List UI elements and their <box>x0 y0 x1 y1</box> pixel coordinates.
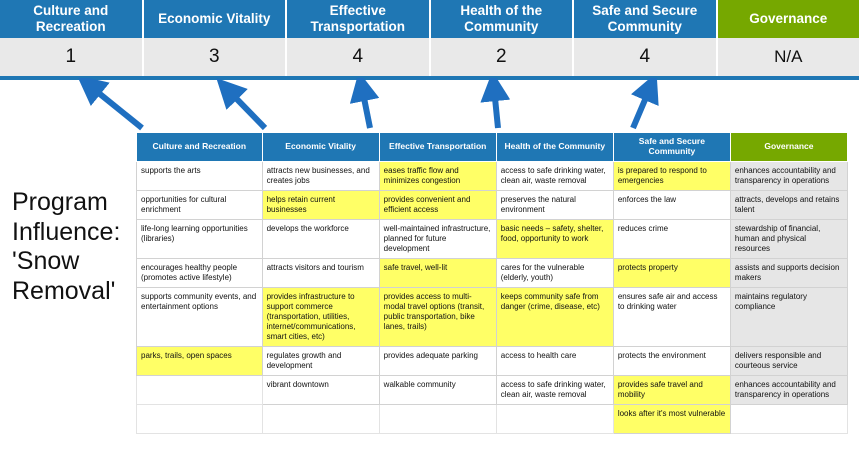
arrow-to-safe-and-secure-community <box>633 88 650 128</box>
arrow-to-effective-transportation <box>362 88 370 128</box>
matrix-cell: attracts visitors and tourism <box>262 258 379 287</box>
matrix-col-health-of-the-community: Health of the Community <box>496 133 613 162</box>
matrix-cell <box>262 404 379 433</box>
header-column-label: Health of the Community <box>460 3 543 34</box>
matrix-cell: enhances accountability and transparency in operations <box>730 161 847 190</box>
matrix-cell: enforces the law <box>613 190 730 219</box>
matrix-cell: maintains regulatory compliance <box>730 287 847 346</box>
table-row <box>137 161 848 190</box>
matrix-cell <box>137 404 263 433</box>
matrix-cell: delivers responsible and courteous service <box>730 346 847 375</box>
matrix-cell: provides convenient and efficient access <box>379 190 496 219</box>
header-column-label: Governance <box>749 11 828 27</box>
matrix-cell: safe travel, well-lit <box>379 258 496 287</box>
arrow-to-culture-and-recreation <box>90 86 142 128</box>
score-band <box>0 38 859 76</box>
matrix-cell: provides safe travel and mobility <box>613 375 730 404</box>
matrix-cell: protects property <box>613 258 730 287</box>
header-column-label: Safe and Secure Community <box>592 3 698 34</box>
matrix-col-economic-vitality: Economic Vitality <box>262 133 379 162</box>
matrix-cell: walkable community <box>379 375 496 404</box>
header-column-health-of-the-community <box>431 0 575 38</box>
matrix-cell: provides adequate parking <box>379 346 496 375</box>
header-column-safe-and-secure-community <box>574 0 718 38</box>
matrix-cell: vibrant downtown <box>262 375 379 404</box>
matrix-cell: well-maintained infrastructure, planned for future development <box>379 219 496 258</box>
header-column-label: Effective Transportation <box>310 3 405 34</box>
table-row <box>137 346 848 375</box>
matrix-col-culture-and-recreation: Culture and Recreation <box>137 133 263 162</box>
matrix-cell <box>379 404 496 433</box>
influence-matrix-table <box>136 132 848 434</box>
matrix-cell: preserves the natural environment <box>496 190 613 219</box>
program-influence-caption <box>12 188 142 306</box>
matrix-cell: parks, trails, open spaces <box>137 346 263 375</box>
header-column-economic-vitality <box>144 0 288 38</box>
matrix-body <box>137 161 848 433</box>
matrix-cell: basic needs – safety, shelter, food, opportunity to work <box>496 219 613 258</box>
matrix-cell: encourages healthy people (promotes active lifestyle) <box>137 258 263 287</box>
matrix-cell: regulates growth and development <box>262 346 379 375</box>
matrix-cell: keeps community safe from danger (crime, disease, etc) <box>496 287 613 346</box>
matrix-cell <box>496 404 613 433</box>
matrix-cell: supports the arts <box>137 161 263 190</box>
matrix-cell: access to health care <box>496 346 613 375</box>
score-effective-transportation: 4 <box>287 38 431 76</box>
matrix-cell <box>730 404 847 433</box>
score-governance: N/A <box>774 47 803 66</box>
table-row <box>137 258 848 287</box>
score-health-of-the-community: 2 <box>431 38 575 76</box>
matrix-cell: reduces crime <box>613 219 730 258</box>
matrix-cell: assists and supports decision makers <box>730 258 847 287</box>
matrix-cell: supports community events, and entertainment options <box>137 287 263 346</box>
matrix-cell: provides access to multi-modal travel options (transit, public transportation, bike lanes, trails) <box>379 287 496 346</box>
matrix-cell: protects the environment <box>613 346 730 375</box>
arrow-group <box>0 78 859 134</box>
caption-line-4: Removal' <box>12 276 116 305</box>
matrix-col-safe-and-secure-community: Safe and Secure Community <box>613 133 730 162</box>
score-safe-and-secure-community: 4 <box>574 38 718 76</box>
header-column-effective-transportation <box>287 0 431 38</box>
table-row <box>137 219 848 258</box>
matrix-cell: stewardship of financial, human and physical resources <box>730 219 847 258</box>
matrix-cell: looks after it's most vulnerable <box>613 404 730 433</box>
matrix-cell: helps retain current businesses <box>262 190 379 219</box>
matrix-header-row <box>137 133 848 162</box>
matrix-col-effective-transportation: Effective Transportation <box>379 133 496 162</box>
arrow-to-economic-vitality <box>228 90 265 128</box>
matrix-col-governance: Governance <box>730 133 847 162</box>
caption-line-3: 'Snow <box>12 247 80 275</box>
matrix-cell <box>137 375 263 404</box>
matrix-cell: is prepared to respond to emergencies <box>613 161 730 190</box>
matrix-cell: attracts new businesses, and creates jobs <box>262 161 379 190</box>
table-row <box>137 190 848 219</box>
matrix-cell: develops the workforce <box>262 219 379 258</box>
score-culture-and-recreation: 1 <box>0 38 144 76</box>
scorecard-header-band <box>0 0 859 38</box>
matrix-cell: provides infrastructure to support commerce (transportation, utilities, internet/communications, smart cities, etc) <box>262 287 379 346</box>
matrix-cell: cares for the vulnerable (elderly, youth) <box>496 258 613 287</box>
table-row <box>137 375 848 404</box>
matrix-cell: life-long learning opportunities (libraries) <box>137 219 263 258</box>
caption-line-2: Influence: <box>12 217 121 246</box>
matrix-cell: enhances accountability and transparency in operations <box>730 375 847 404</box>
table-row <box>137 404 848 433</box>
matrix-cell: access to safe drinking water, clean air, waste removal <box>496 161 613 190</box>
matrix-cell: attracts, develops and retains talent <box>730 190 847 219</box>
matrix-cell: access to safe drinking water, clean air, waste removal <box>496 375 613 404</box>
matrix-cell: opportunities for cultural enrichment <box>137 190 263 219</box>
header-column-culture-and-recreation <box>0 0 144 38</box>
score-economic-vitality: 3 <box>144 38 288 76</box>
header-column-label: Culture and Recreation <box>33 3 109 34</box>
caption-line-1: Program <box>12 188 108 216</box>
table-row <box>137 287 848 346</box>
matrix-cell: eases traffic flow and minimizes congestion <box>379 161 496 190</box>
matrix-cell: ensures safe air and access to drinking water <box>613 287 730 346</box>
header-column-label: Economic Vitality <box>158 11 271 27</box>
header-column-governance <box>718 0 859 38</box>
arrow-to-health-of-the-community <box>494 88 498 128</box>
